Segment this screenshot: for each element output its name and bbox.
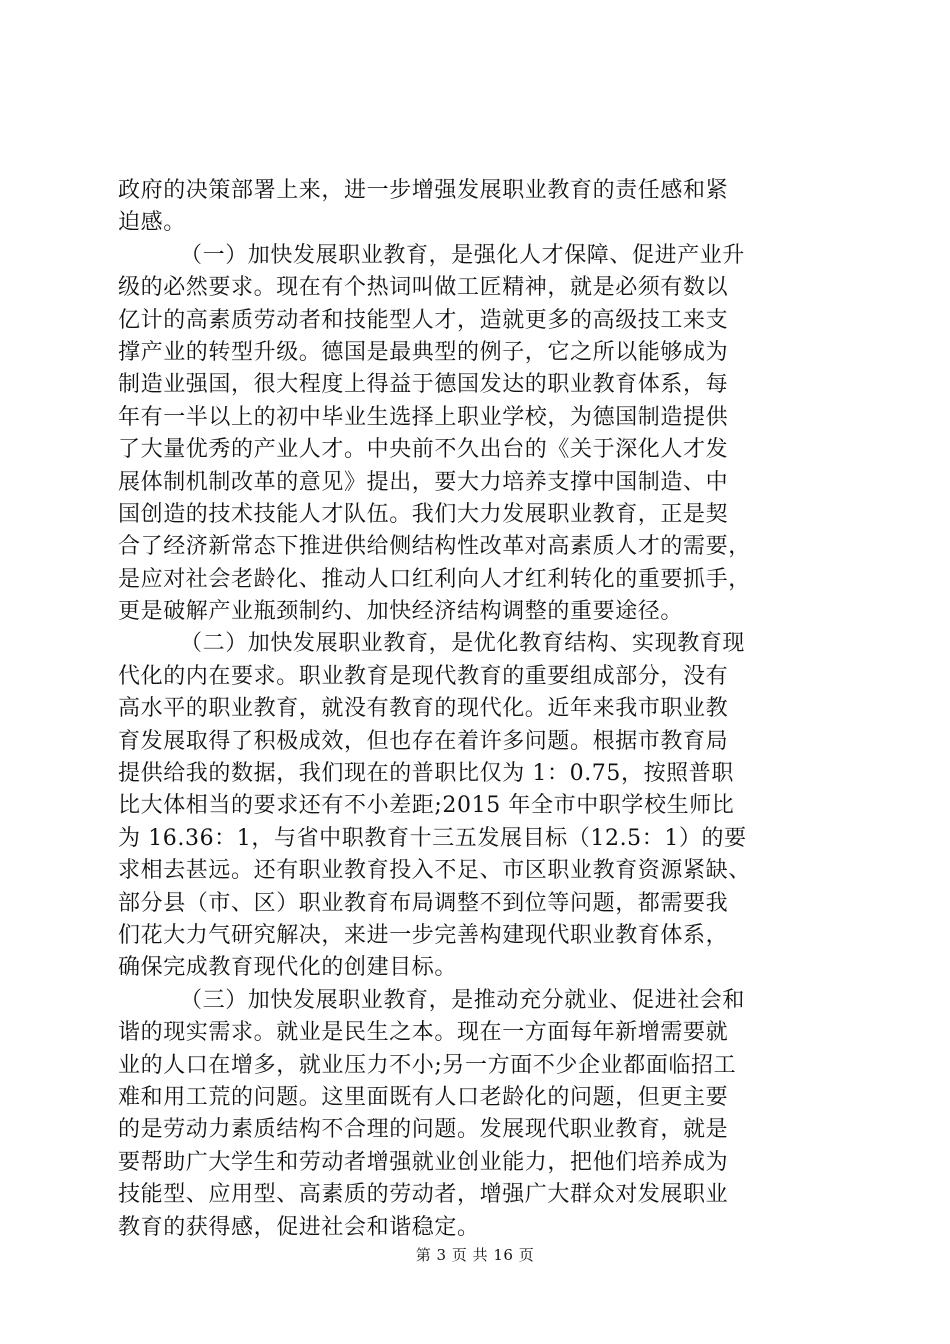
text-line: 难和用工荒的问题。这里面既有人口老龄化的问题，但更主要: [118, 1084, 729, 1110]
text-line: 为 16.36：1，与省中职教育十三五发展目标（12.5：1）的要: [118, 825, 747, 851]
text-line: 合了经济新常态下推进供给侧结构性改革对高素质人才的需要，: [118, 534, 751, 560]
text-line: 的是劳动力素质结构不合理的问题。发展现代职业教育，就是: [118, 1117, 729, 1143]
paragraph-2-start: （二）加快发展职业教育，是优化教育结构、实现教育现: [180, 631, 746, 657]
paragraph-1-start: （一）加快发展职业教育，是强化人才保障、促进产业升: [180, 242, 746, 268]
text-line: 年有一半以上的初中毕业生选择上职业学校，为德国制造提供: [118, 404, 729, 430]
text-line: 技能型、应用型、高素质的劳动者，增强广大群众对发展职业: [118, 1182, 729, 1208]
text-line: 更是破解产业瓶颈制约、加快经济结构调整的重要途径。: [118, 599, 684, 625]
text-line: 国创造的技术技能人才队伍。我们大力发展职业教育，正是契: [118, 501, 729, 527]
text-line: 求相去甚远。还有职业教育投入不足、市区职业教育资源紧缺、: [118, 858, 751, 884]
body-text: [118, 175, 838, 1244]
text-line: 是应对社会老龄化、推动人口红利向人才红利转化的重要抓手，: [118, 566, 751, 592]
text-line: 比大体相当的要求还有不小差距;2015 年全市中职学校生师比: [118, 793, 735, 819]
text-line: 高水平的职业教育，就没有教育的现代化。近年来我市职业教: [118, 696, 729, 722]
text-line: 们花大力气研究解决，来进一步完善构建现代职业教育体系，: [118, 922, 729, 948]
text-line: 政府的决策部署上来，进一步增强发展职业教育的责任感和紧: [118, 178, 729, 203]
text-line: 要帮助广大学生和劳动者增强就业创业能力，把他们培养成为: [118, 1149, 729, 1175]
text-line: 迫感。: [118, 210, 186, 236]
text-line: 制造业强国，很大程度上得益于德国发达的职业教育体系，每: [118, 372, 729, 398]
text-line: 展体制机制改革的意见》提出，要大力培养支撑中国制造、中: [118, 469, 729, 495]
text-line: 亿计的高素质劳动者和技能型人才，造就更多的高级技工来支: [118, 307, 729, 333]
paragraph-3-start: （三）加快发展职业教育，是推动充分就业、促进社会和: [180, 987, 746, 1013]
text-line: 谐的现实需求。就业是民生之本。现在一方面每年新增需要就: [118, 1020, 729, 1046]
text-line: 了大量优秀的产业人才。中央前不久出台的《关于深化人才发: [118, 437, 729, 463]
text-line: 业的人口在增多，就业压力不小;另一方面不少企业都面临招工: [118, 1052, 737, 1078]
page-footer: 第 3 页 共 16 页: [415, 1246, 535, 1264]
text-line: 级的必然要求。现在有个热词叫做工匠精神，就是必须有数以: [118, 275, 729, 301]
text-line: 撑产业的转型升级。德国是最典型的例子，它之所以能够成为: [118, 339, 729, 365]
text-line: 部分县（市、区）职业教育布局调整不到位等问题，都需要我: [118, 890, 729, 916]
text-line: 育发展取得了积极成效，但也存在着许多问题。根据市教育局: [118, 728, 729, 754]
text-line: 代化的内在要求。职业教育是现代教育的重要组成部分，没有: [118, 663, 729, 689]
text-line: 确保完成教育现代化的创建目标。: [118, 955, 458, 981]
text-line: 教育的获得感，促进社会和谐稳定。: [118, 1214, 480, 1240]
text-line: 提供给我的数据，我们现在的普职比仅为 1：0.75，按照普职: [118, 761, 734, 787]
